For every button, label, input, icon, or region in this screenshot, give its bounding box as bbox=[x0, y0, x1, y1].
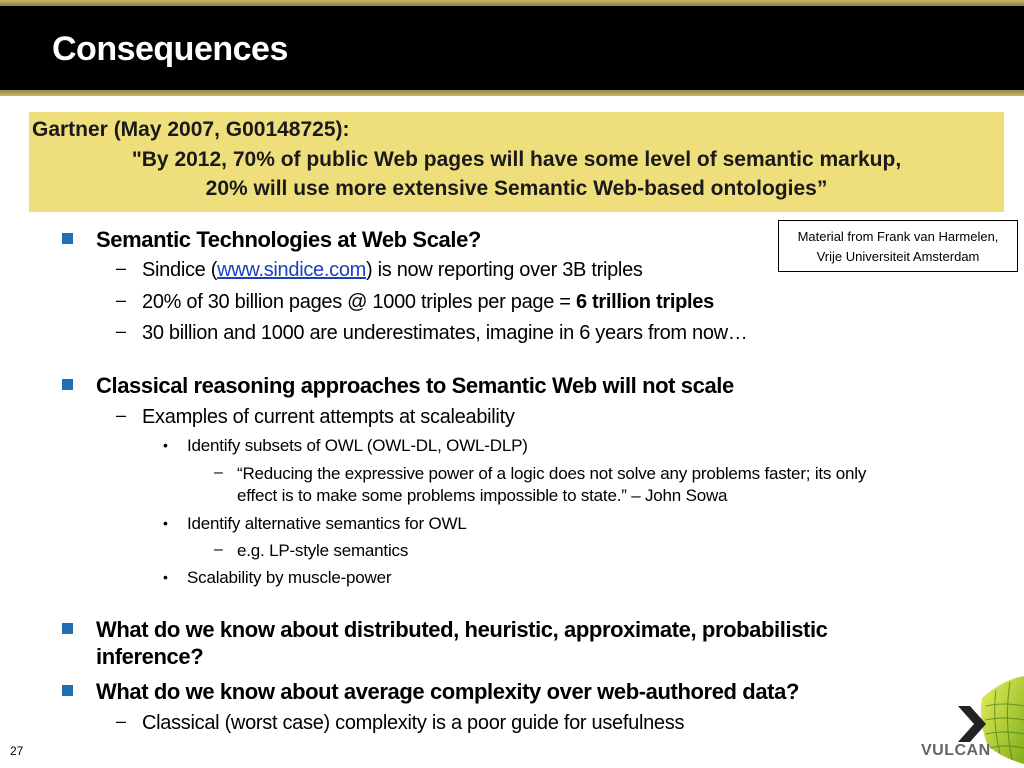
item-owl-subsets: Identify subsets of OWL (OWL-DL, OWL-DLP) bbox=[187, 436, 528, 455]
gartner-quote-line1: "By 2012, 70% of public Web pages will have some level of semantic markup, bbox=[131, 148, 902, 171]
dot-icon: • bbox=[163, 569, 168, 585]
dash-icon: – bbox=[116, 258, 127, 278]
dot-icon: • bbox=[163, 515, 168, 531]
sub-bullet-underestimates: 30 billion and 1000 are underestimates, imagine in 6 years from now… bbox=[142, 322, 748, 344]
dash-icon: – bbox=[214, 541, 223, 558]
item-lp-semantics: e.g. LP-style semantics bbox=[237, 541, 409, 560]
sub-bullet-worst-case: Classical (worst case) complexity is a poor guide for usefulness bbox=[142, 712, 685, 734]
gartner-quote bbox=[29, 145, 1004, 203]
bullet-average-complexity: What do we know about average complexity over web-authored data? bbox=[96, 679, 799, 704]
sindice-link[interactable]: www.sindice.com bbox=[217, 259, 367, 281]
bullet-square-icon bbox=[62, 623, 73, 634]
page-number: 27 bbox=[10, 744, 24, 758]
gartner-quote-line2: 20% will use more extensive Semantic Web-based ontologies” bbox=[205, 177, 828, 200]
quote-sowa: “Reducing the expressive power of a logic does not solve any problems faster; its only effect is to make some problems impossible to state.” – John Sowa bbox=[237, 464, 867, 505]
sub-bullet-trillion: 20% of 30 billion pages @ 1000 triples per page = 6 trillion triples bbox=[142, 291, 714, 313]
header-bottom-stripe bbox=[0, 90, 1024, 96]
material-credit-line2: Vrije Universiteit Amsterdam bbox=[816, 249, 980, 264]
gartner-quote-box bbox=[29, 112, 1004, 212]
dash-icon: – bbox=[214, 464, 223, 481]
dash-icon: – bbox=[116, 405, 127, 425]
page-title: Consequences bbox=[52, 30, 288, 68]
sub-bullet-sindice: Sindice (www.sindice.com) is now reporting over 3B triples bbox=[142, 259, 643, 281]
gartner-source: Gartner (May 2007, G00148725): bbox=[32, 118, 350, 141]
bullet-square-icon bbox=[62, 685, 73, 696]
dash-icon: – bbox=[116, 711, 127, 731]
bullet-distributed-inference: What do we know about distributed, heuristic, approximate, probabilistic inference? bbox=[96, 617, 828, 669]
bullet-classical-reasoning: Classical reasoning approaches to Semantic Web will not scale bbox=[96, 373, 734, 398]
dot-icon: • bbox=[163, 437, 168, 453]
item-alt-semantics: Identify alternative semantics for OWL bbox=[187, 514, 467, 533]
sub-bullet-scaleability: Examples of current attempts at scaleability bbox=[142, 406, 515, 428]
bullet-semantic-tech: Semantic Technologies at Web Scale? bbox=[96, 227, 481, 252]
dash-icon: – bbox=[116, 290, 127, 310]
vulcan-logo-text: VULCAN bbox=[921, 742, 991, 759]
material-credit-line1: Material from Frank van Harmelen, bbox=[797, 229, 999, 244]
item-muscle-power: Scalability by muscle-power bbox=[187, 568, 392, 587]
bullet-square-icon bbox=[62, 379, 73, 390]
dash-icon: – bbox=[116, 321, 127, 341]
material-credit-box bbox=[778, 220, 1018, 272]
title-bar bbox=[0, 6, 1024, 90]
bullet-square-icon bbox=[62, 233, 73, 244]
